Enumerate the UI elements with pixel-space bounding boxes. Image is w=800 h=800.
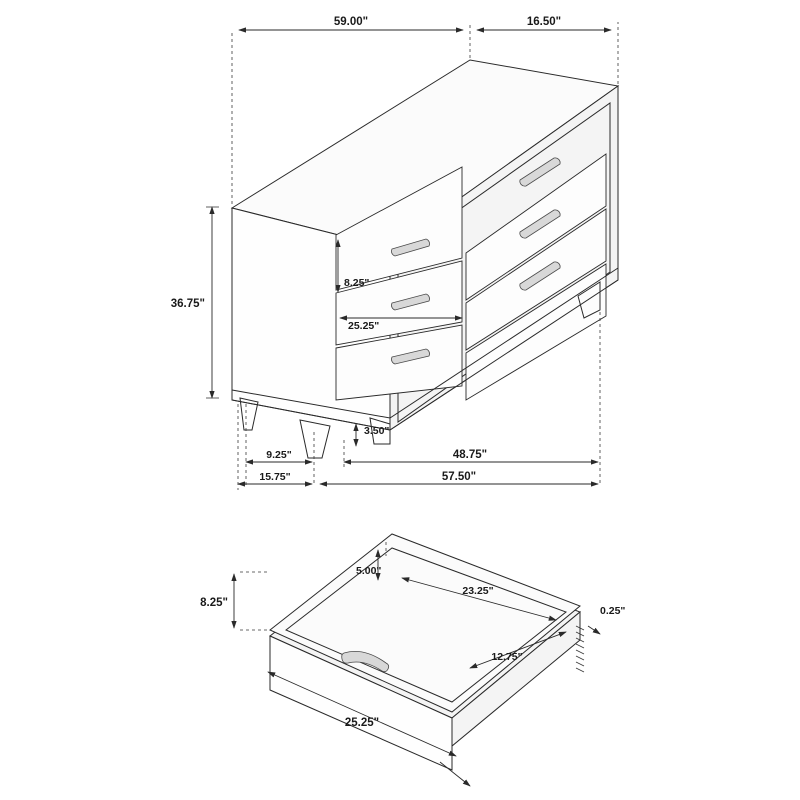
dim-label-drawer-panel-thickness: 0.25" (600, 605, 626, 617)
dim-label-drawer-front-width: 25.25" (348, 320, 380, 332)
dim-label-drawer-interior-depth: 5.00" (356, 565, 382, 577)
dim-label-drawer-interior-side: 12.75" (491, 651, 523, 663)
dim-label-drawer-width: 25.25" (344, 717, 380, 729)
dim-label-drawer-height: 8.25" (200, 597, 228, 609)
dim-label-width-top-front: 59.00" (333, 16, 369, 28)
dim-label-drawer-interior-width: 23.25" (462, 585, 494, 597)
dim-line-drawer-width-lead (440, 762, 470, 786)
dim-label-base-width: 57.50" (441, 471, 477, 483)
dim-label-leg-height: 3.50" (364, 425, 390, 437)
dim-label-depth-top: 16.50" (526, 16, 562, 28)
dim-label-base-inner-width: 48.75" (452, 449, 488, 461)
dim-label-leg-depth: 9.25" (266, 449, 292, 461)
dresser-leg-left-front (300, 420, 330, 458)
dim-line-drawer-panel-thickness (588, 626, 600, 634)
dim-label-drawer-front-height: 8.25" (344, 277, 370, 289)
drawer-figure (200, 534, 625, 786)
dresser-figure (171, 16, 618, 490)
dim-label-height-overall: 36.75" (170, 298, 205, 310)
dim-label-base-depth: 15.75" (259, 471, 291, 483)
